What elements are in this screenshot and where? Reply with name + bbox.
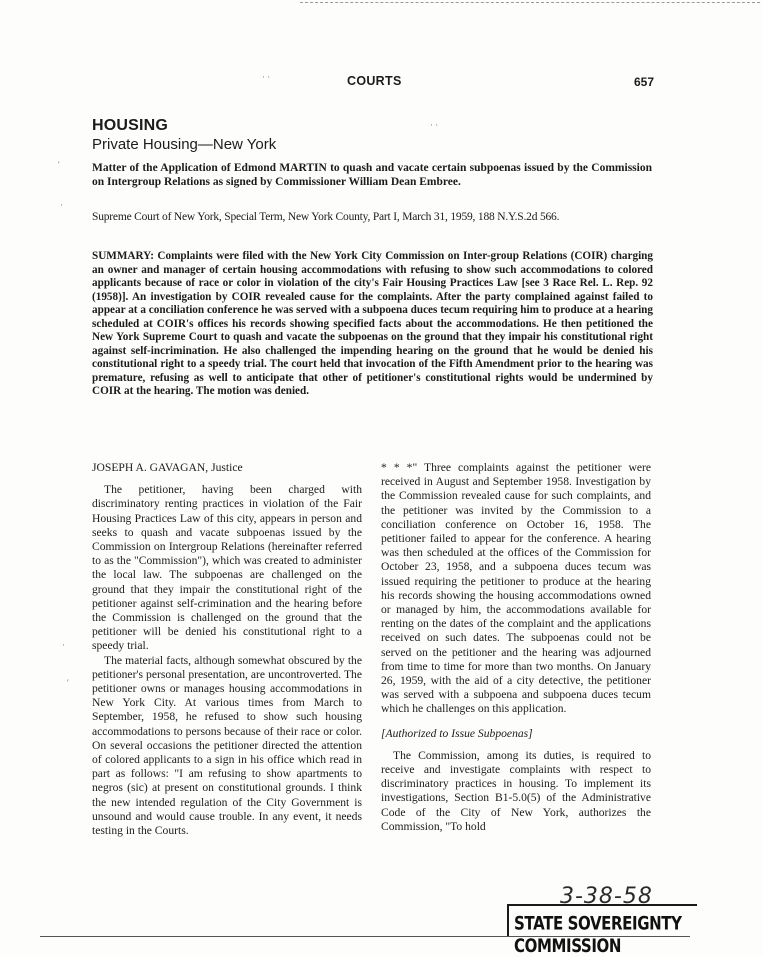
opinion-paragraph: * * *" Three complaints against the petitioner were received in August and September 1958. Investigation by the Commission revealed cause for such complaints, and the petitioner was invited by the Commission to a conciliation conference on October 16, 1958. The petitioner failed to appear for the conference. A hearing was then scheduled at the offices of the Commission for October 23, 1958, and a subpoena duces tecum was issued requiring the petitioner to produce at the hearing his records showing the housing accommodations owned or managed by him, the accommodations available for renting on the dates of the complaint and the applications received on such dates. The subpoenas could not be served on the petitioner and the hearing was adjourned from time to time for more than two months. On January 26, 1959, with the aid of a city detective, the petitioner was served with a subpoena and subpoena duces tecum which he challenges on this application.	[381, 461, 651, 716]
archive-stamp: STATE SOVEREIGNTY COMMISSION	[514, 912, 682, 957]
top-border-dashes	[300, 2, 760, 3]
scan-speck: '	[67, 678, 69, 688]
opinion-left-column	[92, 461, 362, 838]
opinion-paragraph: The Commission, among its duties, is required to receive and investigate complaints with respect to discriminatory practices in housing. To implement its investigations, Section B1-5.0(5) of the Administrative Code of the City of New York, authorizes the Commission, "To hold	[381, 748, 651, 833]
page-number: 657	[634, 75, 655, 89]
handwritten-date: 3-38-58	[560, 884, 653, 909]
scan-speck: · ·	[430, 120, 439, 130]
opinion-subheading: [Authorized to Issue Subpoenas]	[381, 726, 533, 740]
section-title: HOUSING	[92, 117, 169, 134]
opinion-paragraph: The petitioner, having been charged with discriminatory renting practices in violation of the Fair Housing Practices Law of this city, appears in person and seeks to quash and vacate subpoenas issued by the Commission on Intergroup Relations (hereinafter referred to as the "Commission"), which was created to administer the local law. The subpoenas are challenged on the ground that they impair the constitutional right of the petitioner against self-crimination and the hearing before the Commission is challenged on the ground that the petitioner will be denied his constitutional right to a speedy trial.	[92, 483, 362, 653]
scan-speck: ·	[62, 640, 65, 650]
justice-name: JOSEPH A. GAVAGAN, Justice	[92, 461, 243, 474]
case-summary: SUMMARY: Complaints were filed with the New York City Commission on Inter-group Relations (COIR) charging an owner and manager of certain housing accommodations with refusing to show such accommodations to colored applicants because of race or color in violation of the city's Fair Housing Practices Law [see 3 Race Rel. L. Rep. 92 (1958)]. An investigation by COIR revealed cause for the complaints. After the party complained against failed to appear at a conciliation conference he was served with a subpoena duces tecum requiring him to produce at a hearing scheduled at COIR's offices his records showing specified facts about the accommodations. He then petitioned the New York Supreme Court to quash and vacate the subpoenas on the ground that they impair his constitutional right against self-incrimination. He also challenged the impending hearing on the ground that he would be denied his constitutional right to a speedy trial. The court held that invocation of the Fifth Amendment prior to the hearing was premature, refusing as well to anticipate that other of petitioner's constitutional rights would be undermined by COIR at the hearing. The motion was denied.	[92, 250, 653, 397]
scan-speck: · ·	[262, 72, 271, 82]
scan-speck: '	[58, 160, 60, 170]
scan-speck: ·	[60, 200, 63, 210]
subsection-title: Private Housing—New York	[92, 136, 277, 153]
opinion-paragraph: The material facts, although somewhat obscured by the petitioner's personal presentation, are uncontroverted. The petitioner owns or manages housing accommodations in New York City. At various times from March to September, 1958, he refused to show such housing accommodations to persons because of their race or color. On several occasions the petitioner directed the attention of colored applicants to a sign in his office which read in part as follows: "I am refusing to show apartments to negros (sic) at present on constitutional grounds. I think the new intended regulation of the City Government is unsound and would cause trouble. In any event, it needs testing in the Courts.	[92, 653, 362, 838]
opinion-right-column	[381, 461, 651, 834]
case-title: Matter of the Application of Edmond MARTIN to quash and vacate certain subpoenas issued by the Commission on Intergroup Relations as signed by Commissioner William Dean Embree.	[92, 162, 652, 188]
case-citation: Supreme Court of New York, Special Term, New York County, Part I, March 31, 1959, 188 N.Y.S.2d 566.	[92, 211, 560, 223]
running-header: COURTS	[347, 74, 402, 88]
bottom-rule	[40, 936, 690, 937]
